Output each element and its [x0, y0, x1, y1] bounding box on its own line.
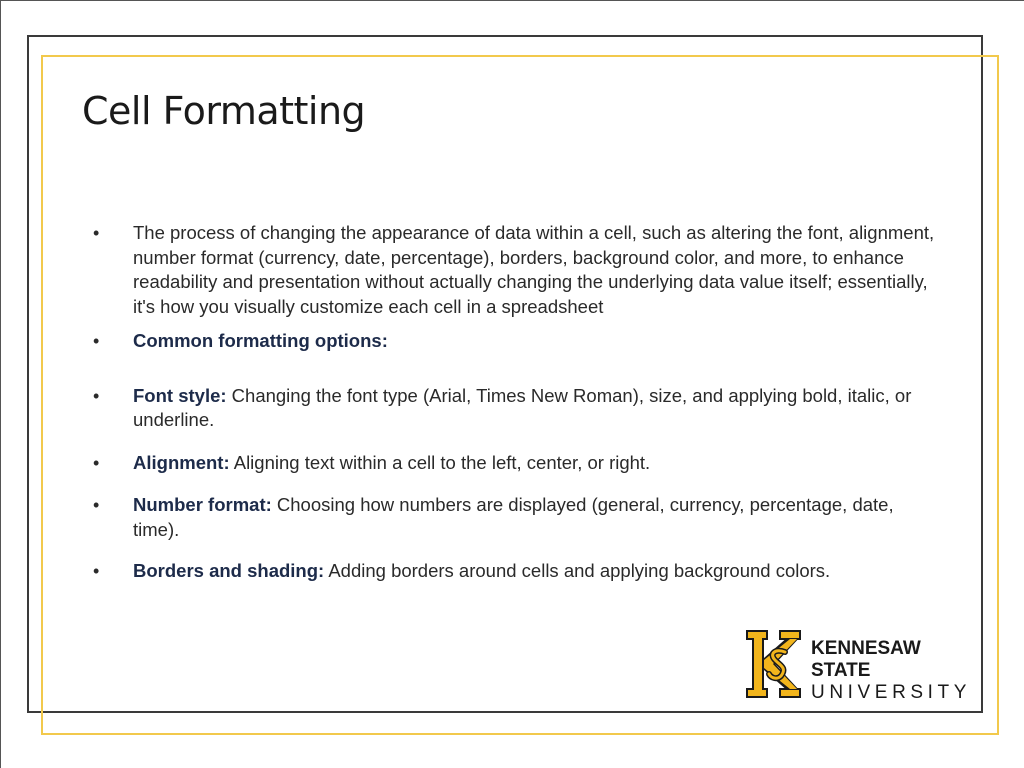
bullet-label: Common formatting options:	[133, 330, 388, 351]
bullet-glyph: •	[93, 495, 100, 515]
bullet-item	[93, 329, 943, 354]
bullet-text: Choosing how numbers are displayed (general, currency, percentage, date, time).	[133, 494, 894, 540]
bullet-glyph: •	[93, 331, 100, 351]
bullet-text: The process of changing the appearance of data within a cell, such as altering the font, alignment, number format (currency, date, percentage), borders, background color, and more, to enhance readability and presentation without actually changing the underlying data value itself; essentially, it's how you visually customize each cell in a spreadsheet	[133, 222, 935, 317]
bullet-item	[93, 221, 943, 319]
bullet-label: Alignment:	[133, 451, 230, 473]
bullet-text: Aligning text within a cell to the left, center, or right.	[229, 451, 651, 473]
bullet-text: Adding borders around cells and applying background colors.	[324, 560, 831, 581]
bullet-text: Changing the font type (Arial, Times New Roman), size, and applying bold, italic, or underline.	[133, 384, 912, 430]
ksu-wordmark-line2: UNIVERSITY	[811, 682, 972, 703]
bullet-glyph: •	[93, 561, 100, 581]
ksu-monogram-logo-icon	[745, 628, 805, 700]
ksu-logo	[745, 628, 972, 703]
slide-title: Cell Formatting	[82, 89, 366, 133]
bullet-list	[93, 221, 943, 584]
bullet-item	[93, 493, 943, 542]
bullet-glyph: •	[93, 452, 100, 473]
bullet-item	[93, 451, 943, 476]
bullet-label: Borders and shading:	[133, 560, 325, 581]
bullet-glyph: •	[93, 385, 100, 406]
ksu-wordmark-line1: KENNESAW STATE	[811, 638, 921, 681]
bullet-glyph: •	[93, 223, 100, 243]
bullet-item	[93, 384, 943, 433]
ksu-wordmark	[811, 638, 971, 704]
bullet-item	[93, 559, 943, 584]
bullet-label: Font style:	[133, 384, 227, 406]
bullet-label: Number format:	[133, 494, 272, 515]
